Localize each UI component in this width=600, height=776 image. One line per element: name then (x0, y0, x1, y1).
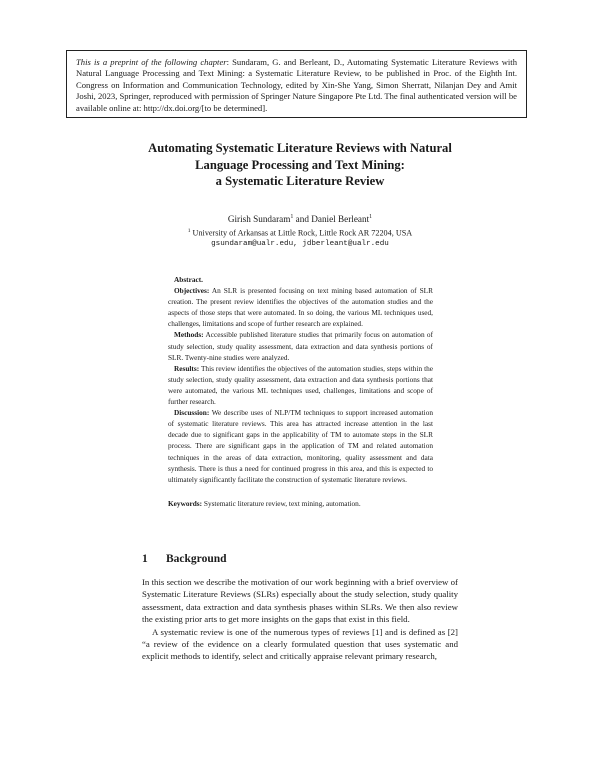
results-label: Results: (174, 363, 200, 373)
author-emails: gsundaram@ualr.edu, jdberleant@ualr.edu (211, 240, 389, 249)
methods-text: Accessible published literature studies that primarily focus on automation of study selection, study quality assessment, data extraction and data synthesis portions of SLR. Twenty-nine studies were analyzed. (168, 330, 433, 362)
abstract-discussion (168, 407, 433, 485)
discussion-text: We describe uses of NLP/TM techniques to support increased automation of systematic literature reviews. This area has attracted increase attention in the last decade due to significant gaps in the applicability of TM to automate steps in the SLR process. There are significant gaps in the application of TM and related automation techniques in the areas of data extraction, monitoring, quality assessment and data synthesis. There is thus a need for continued progress in this area, and this is expected to ultimately significantly facilitate the construction of systematic literature reviews. (168, 408, 433, 484)
affiliation (100, 226, 500, 251)
author-1-affil-mark: 1 (290, 214, 294, 220)
title-line-1: Automating Systematic Literature Reviews with Natural (148, 141, 452, 155)
author-joiner: and (293, 214, 312, 225)
title-line-2: Language Processing and Text Mining: (195, 157, 405, 172)
keywords (168, 498, 433, 509)
abstract-objectives (168, 285, 433, 329)
author-list (100, 211, 500, 225)
keywords-label: Keywords: (168, 499, 203, 508)
author-2: Daniel Berleant (311, 214, 370, 225)
results-text: This review identifies the objectives of the automation studies, steps within the study selection, study quality assessment, data extraction and data synthesis portions that were automated, the various ML techniques used, challenges, limitations and scope of further research. (168, 363, 433, 407)
section-heading (142, 552, 227, 566)
affiliation-mark: 1 (187, 228, 191, 234)
section-title: Background (166, 553, 227, 565)
affiliation-line (100, 226, 500, 239)
objectives-label: Objectives: (174, 286, 210, 296)
preprint-citation: : Sundaram, G. and Berleant, D., Automating Systematic Literature Reviews with Natural Language Processing and Text Mining: a Systematic Literature Review, to be published in Proc. of the Eighth Int. Congress on Information and Communication Technology, edited by Xin-She Yang, Simon Sherratt, Nilanjan Dey and Amit Joshi, 2023, Springer, reproduced with permission of Springer Nature Singapore Pte Ltd. The final authenticated version will be available online at: http://dx.doi.org/[to be determined]. (76, 57, 517, 113)
paper-title (100, 140, 500, 190)
abstract-methods (168, 329, 433, 362)
author-1: Girish Sundaram (227, 214, 291, 225)
body-paragraph-2: A systematic review is one of the numerous types of reviews [1] and is defined as [2] “a review of the evidence on a clearly formulated question that uses systematic and explicit methods to identify, select and critically appraise relevant primary research, (142, 626, 458, 662)
body-paragraph-1: In this section we describe the motivation of our work beginning with a brief overview of Systematic Literature Reviews (SLRs) especially about the study selection, study quality assessment, data extraction and data synthesis phases within SLRs. We then also review the existing prior arts to get more insights on the gaps that exist in this field. (142, 577, 458, 625)
abstract-results (168, 363, 433, 407)
abstract (168, 274, 433, 485)
preprint-intro: This is a preprint of the following chapter (76, 57, 227, 67)
author-2-affil-mark: 1 (369, 214, 373, 220)
abstract-heading: Abstract. (174, 275, 203, 284)
body-text (142, 576, 458, 663)
affiliation-text: University of Arkansas at Little Rock, Little Rock AR 72204, USA (190, 228, 413, 238)
title-line-3: a Systematic Literature Review (215, 174, 385, 188)
section-number: 1 (142, 553, 148, 565)
discussion-label: Discussion: (174, 408, 210, 418)
methods-label: Methods: (174, 330, 204, 340)
objectives-text: An SLR is presented focusing on text mining based automation of SLR creation. The present review identifies the objectives of the automation studies and the aspects of those steps that were automated. In so doing, the various ML techniques used, challenges, limitations and scope of further research are explained. (168, 286, 433, 329)
keywords-text: Systematic literature review, text mining, automation. (202, 499, 361, 508)
preprint-notice (66, 50, 527, 118)
